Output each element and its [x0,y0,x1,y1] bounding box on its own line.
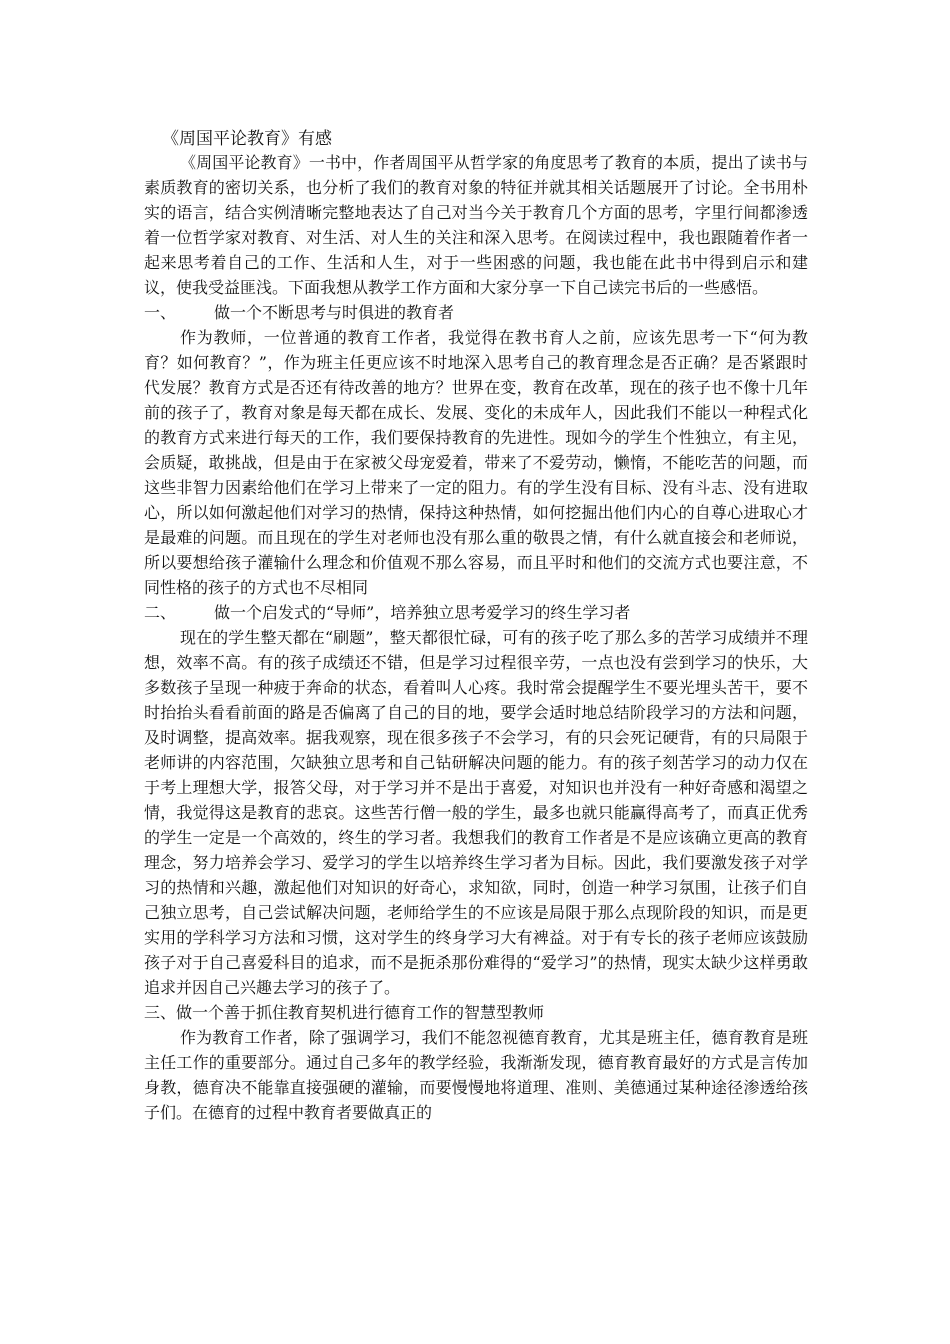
document-title: 《周国平论教育》有感 [162,129,332,149]
section-3-title: 做一个善于抓住教育契机进行德育工作的智慧型教师 [176,1003,545,1022]
section-2-heading [144,600,808,625]
section-1-paragraph: 作为教师，一位普通的教育工作者，我觉得在教书育人之前，应该先思考一下“何为教育？如何教育？”，作为班主任更应该不时地深入思考自己的教育理念是否正确？是否紧跟时代发展？教育方式是否还有待改善的地方？世界在变，教育在改革，现在的孩子也不像十几年前的孩子了，教育对象是每天都在成长、发展、变化的未成年人，因此我们不能以一种程式化的教育方式来进行每天的工作，我们要保持教育的先进性。现如今的学生个性独立，有主见，会质疑，敢挑战，但是由于在家被父母宠爱着，带来了不爱劳动，懒惰，不能吃苦的问题，而这些非智力因素给他们在学习上带来了一定的阻力。有的学生没有目标、没有斗志、没有进取心，所以如何激起他们对学习的热情，保持这种热情，如何挖掘出他们内心的自尊心进取心才是最难的问题。而且现在的学生对老师也没有那么重的敬畏之情，有什么就直接会和老师说，所以要想给孩子灌输什么理念和价值观不那么容易，而且平时和他们的交流方式也要注意，不同性格的孩子的方式也不尽相同 [144,328,808,597]
section-1-title: 做一个不断思考与时俱进的教育者 [214,303,455,322]
section-1-number: 一、 [144,303,177,322]
section-1-heading [144,300,808,325]
section-3-heading [144,1000,808,1025]
section-2-title: 做一个启发式的“导师”，培养独立思考爱学习的终生学习者 [214,603,631,622]
section-2-paragraph: 现在的学生整天都在“刷题”，整天都很忙碌，可有的孩子吃了那么多的苦学习成绩并不理想，效率不高。有的孩子成绩还不错，但是学习过程很辛劳，一点也没有尝到学习的快乐，大多数孩子呈现一种疲于奔命的状态，看着叫人心疼。我时常会提醒学生不要光埋头苦干，要不时抬抬头看看前面的路是否偏离了自己的目的地，要学会适时地总结阶段学习的方法和问题，及时调整，提高效率。据我观察，现在很多孩子不会学习，有的只会死记硬背，有的只局限于老师讲的内容范围，欠缺独立思考和自己钻研解决问题的能力。有的孩子刻苦学习的动力仅在于考上理想大学，报答父母，对于学习并不是出于喜爱，对知识也并没有一种好奇感和渴望之情，我觉得这是教育的悲哀。这些苦行僧一般的学生，最多也就只能赢得高考了，而真正优秀的学生一定是一个高效的，终生的学习者。我想我们的教育工作者是不是应该确立更高的教育理念，努力培养会学习、爱学习的学生以培养终生学习者为目标。因此，我们要激发孩子对学习的热情和兴趣，激起他们对知识的好奇心，求知欲，同时，创造一种学习氛围，让孩子们自己独立思考，自己尝试解决问题，老师给学生的不应该是局限于那么点现阶段的知识，而是更实用的学科学习方法和习惯，这对学生的终身学习大有裨益。对于有专长的孩子老师应该鼓励孩子对于自己喜爱科目的追求，而不是扼杀那份难得的“爱学习”的热情，现实太缺少这样勇敢追求并因自己兴趣去学习的孩子了。 [144,628,808,997]
section-3-number: 三、 [144,1003,177,1022]
intro-paragraph: 《周国平论教育》一书中，作者周国平从哲学家的角度思考了教育的本质，提出了读书与素质教育的密切关系，也分析了我们的教育对象的特征并就其相关话题展开了讨论。全书用朴实的语言，结合实例清晰完整地表达了自己对当今关于教育几个方面的思考，字里行间都渗透着一位哲学家对教育、对生活、对人生的关注和深入思考。在阅读过程中，我也跟随着作者一起来思考着自己的工作、生活和人生，对于一些困惑的问题，我也能在此书中得到启示和建议，使我受益匪浅。下面我想从教学工作方面和大家分享一下自己读完书后的一些感悟。 [144,153,808,297]
section-2-number: 二、 [144,603,177,622]
section-3-paragraph: 作为教育工作者，除了强调学习，我们不能忽视德育教育，尤其是班主任，德育教育是班主任工作的重要部分。通过自己多年的教学经验，我渐渐发现，德育教育最好的方式是言传加身教，德育决不能靠直接强硬的灌输，而要慢慢地将道理、准则、美德通过某种途径渗透给孩子们。在德育的过程中教育者要做真正的 [144,1028,808,1122]
document-page [144,128,808,1125]
